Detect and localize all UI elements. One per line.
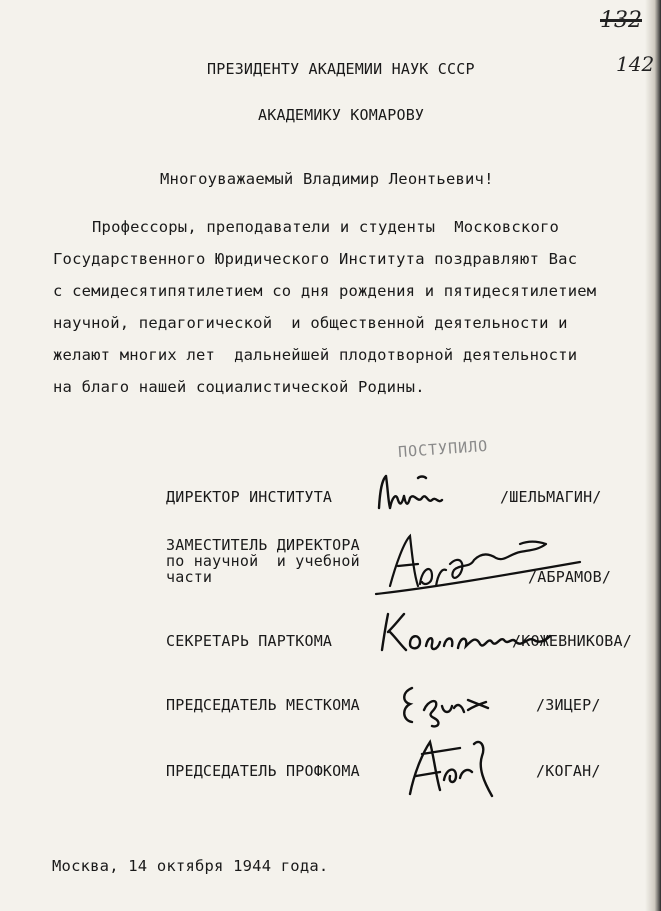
signatory-name-local-committee: /ЗИЦЕР/ (536, 696, 601, 714)
place-and-date: Москва, 14 октября 1944 года. (52, 857, 329, 875)
signatory-name-party-secretary: /КОЖЕВНИКОВА/ (512, 632, 632, 650)
body-line-3: с семидесятипятилетием со дня рождения и пятидесятилетием (53, 282, 597, 300)
body-line-5: желают многих лет дальнейшей плодотворной деятельности (53, 346, 578, 364)
addressee-line-2: АКАДЕМИКУ КОМАРОВУ (258, 106, 425, 124)
signatory-title-trade-union: ПРЕДСЕДАТЕЛЬ ПРОФКОМА (166, 762, 360, 780)
signatory-name-director: /ШЕЛЬМАГИН/ (500, 488, 602, 506)
signature-director (374, 470, 464, 515)
signatory-name-trade-union: /КОГАН/ (536, 762, 601, 780)
addressee-line-1: ПРЕЗИДЕНТУ АКАДЕМИИ НАУК СССР (207, 60, 475, 78)
archive-number: 142 (616, 52, 655, 76)
signatory-title-local-committee: ПРЕДСЕДАТЕЛЬ МЕСТКОМА (166, 696, 360, 714)
salutation: Многоуважаемый Владимир Леонтьевич! (160, 170, 494, 188)
body-line-1: Профессоры, преподаватели и студенты Московского (92, 218, 560, 236)
archive-number-struck: 132 (600, 8, 642, 33)
signatory-title-deputy-2: по научной и учебной (166, 552, 360, 570)
body-line-4: научной, педагогической и общественной деятельности и (53, 314, 568, 332)
faded-stamp: ПОСТУПИЛО (397, 436, 489, 462)
body-line-6: на благо нашей социалистической Родины. (53, 378, 425, 396)
signatory-title-director: ДИРЕКТОР ИНСТИТУТА (166, 488, 333, 506)
signature-trade-union (400, 724, 500, 804)
signatory-name-deputy: /АБРАМОВ/ (528, 568, 612, 586)
signature-deputy (370, 524, 590, 604)
signature-party-secretary (376, 606, 556, 661)
signatory-title-party-secretary: СЕКРЕТАРЬ ПАРТКОМА (166, 632, 333, 650)
signatory-title-deputy-1: ЗАМЕСТИТЕЛЬ ДИРЕКТОРА (166, 536, 360, 554)
signatory-title-deputy-3: части (166, 568, 213, 586)
body-line-2: Государственного Юридического Института поздравляют Вас (53, 250, 578, 268)
page-edge-shadow (645, 0, 661, 911)
signature-local-committee (398, 680, 508, 730)
